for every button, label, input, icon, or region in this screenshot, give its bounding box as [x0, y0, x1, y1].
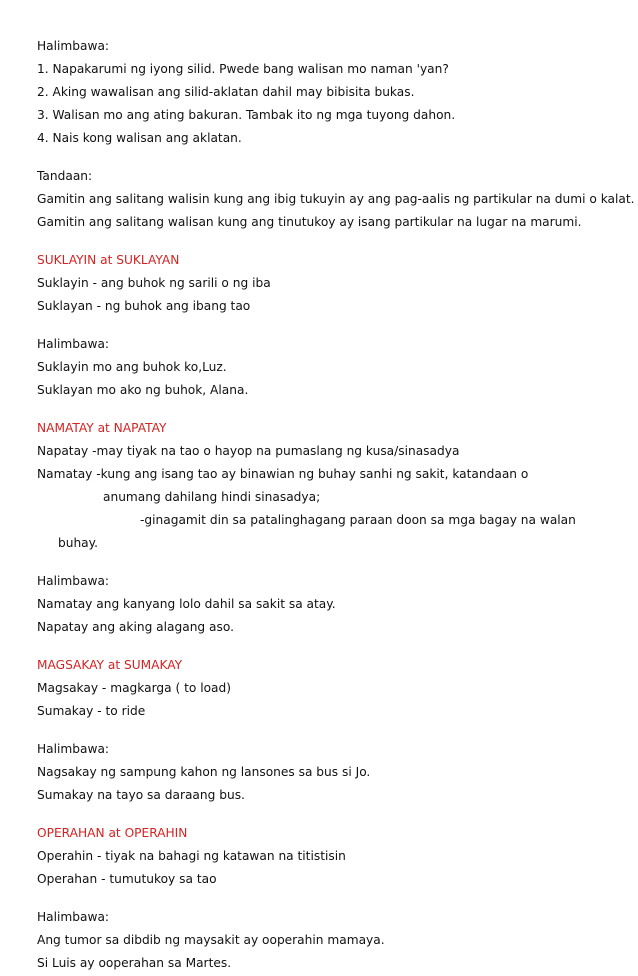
example-line: Suklayan mo ako ng buhok, Alana. — [37, 383, 249, 397]
example-line: Suklayin mo ang buhok ko,Luz. — [37, 360, 227, 374]
example-line: 4. Nais kong walisan ang aklatan. — [37, 131, 242, 145]
example-heading: Halimbawa: — [37, 574, 110, 588]
example-line: Nagsakay ng sampung kahon ng lansones sa bus si Jo. — [37, 765, 371, 779]
example-line: Namatay ang kanyang lolo dahil sa sakit sa atay. — [37, 597, 336, 611]
definition-continuation: buhay. — [58, 536, 99, 550]
definition-continuation: anumang dahilang hindi sinasadya; — [103, 490, 321, 504]
example-line: Napatay ang aking alagang aso. — [37, 620, 234, 634]
example-heading: Halimbawa: — [37, 910, 110, 924]
definition-line: Sumakay - to ride — [37, 704, 146, 718]
example-line: Sumakay na tayo sa daraang bus. — [37, 788, 245, 802]
section-heading: OPERAHAN at OPERAHIN — [37, 826, 188, 840]
example-heading: Halimbawa: — [37, 337, 110, 351]
note-line: Gamitin ang salitang walisin kung ang ibig tukuyin ay ang pag-aalis ng partikular na dumi o kalat. — [37, 192, 635, 206]
example-line: 3. Walisan mo ang ating bakuran. Tambak ito ng mga tuyong dahon. — [37, 108, 456, 122]
example-line: 2. Aking wawalisan ang silid-aklatan dahil may bibisita bukas. — [37, 85, 415, 99]
note-heading: Tandaan: — [37, 169, 93, 183]
definition-line: Suklayin - ang buhok ng sarili o ng iba — [37, 276, 271, 290]
definition-line: Operahin - tiyak na bahagi ng katawan na titistisin — [37, 849, 346, 863]
section-heading: MAGSAKAY at SUMAKAY — [37, 658, 183, 672]
definition-continuation: -ginagamit din sa patalinghagang paraan doon sa mga bagay na walan — [140, 513, 576, 527]
example-line: 1. Napakarumi ng iyong silid. Pwede bang walisan mo naman 'yan? — [37, 62, 449, 76]
section-heading: SUKLAYIN at SUKLAYAN — [37, 253, 180, 267]
definition-line: Magsakay - magkarga ( to load) — [37, 681, 232, 695]
example-heading: Halimbawa: — [37, 39, 110, 53]
definition-line: Namatay -kung ang isang tao ay binawian ng buhay sanhi ng sakit, katandaan o — [37, 467, 529, 481]
definition-line: Suklayan - ng buhok ang ibang tao — [37, 299, 251, 313]
example-heading: Halimbawa: — [37, 742, 110, 756]
example-line: Ang tumor sa dibdib ng maysakit ay ooperahin mamaya. — [37, 933, 385, 947]
definition-line: Operahan - tumutukoy sa tao — [37, 872, 217, 886]
section-heading: NAMATAY at NAPATAY — [37, 421, 167, 435]
definition-line: Napatay -may tiyak na tao o hayop na pumaslang ng kusa/sinasadya — [37, 444, 460, 458]
example-line: Si Luis ay ooperahan sa Martes. — [37, 956, 232, 970]
note-line: Gamitin ang salitang walisan kung ang tinutukoy ay isang partikular na lugar na marumi. — [37, 215, 582, 229]
